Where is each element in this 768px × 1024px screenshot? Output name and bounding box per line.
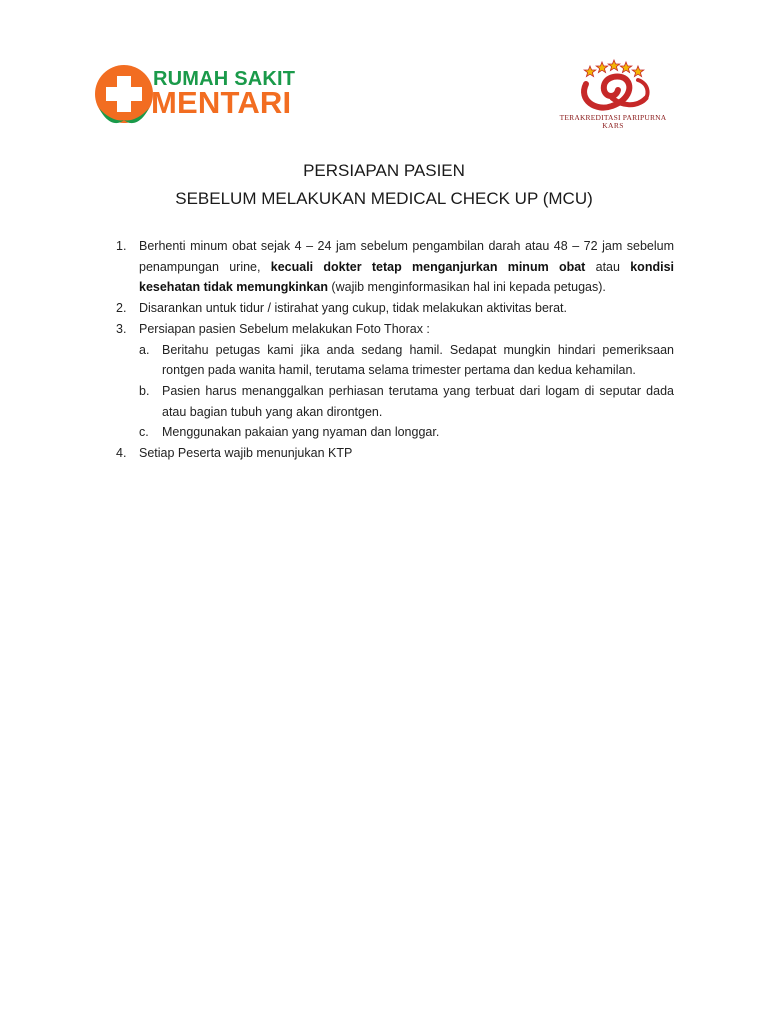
accreditation-logo xyxy=(552,58,674,132)
instruction-list xyxy=(116,236,674,464)
list-number: 4. xyxy=(116,446,127,461)
hospital-logo xyxy=(95,64,295,128)
sub-list xyxy=(116,340,674,444)
sub-list-text: Menggunakan pakaian yang nyaman dan longgar. xyxy=(162,425,440,440)
accreditation-seal-icon xyxy=(552,58,674,114)
list-text: Berhenti minum obat sejak 4 – 24 jam sebelum pengambilan darah atau 48 – 72 jam sebelum penampungan urine, xyxy=(139,239,674,274)
list-text: (wajib menginformasikan hal ini kepada petugas). xyxy=(327,280,606,295)
emphasis-text: kondisi kesehatan tidak memungkinkan xyxy=(139,259,674,295)
sub-list-letter: a. xyxy=(139,342,150,357)
list-text: Persiapan pasien Sebelum melakukan Foto Thorax : xyxy=(139,321,430,336)
list-item-1 xyxy=(116,236,674,298)
brand-name-top: RUMAH SAKIT xyxy=(153,68,296,90)
sub-list-item-b xyxy=(116,381,674,422)
list-item-3 xyxy=(116,319,674,340)
list-item-4 xyxy=(116,443,674,464)
brand-name-bottom: MENTARI xyxy=(151,85,292,120)
list-text: atau xyxy=(585,259,631,274)
list-text: Disarankan untuk tidur / istirahat yang cukup, tidak melakukan aktivitas berat. xyxy=(139,301,567,316)
list-number: 2. xyxy=(116,301,127,316)
list-text: Setiap Peserta wajib menunjukan KTP xyxy=(139,446,353,461)
list-number: 1. xyxy=(116,239,127,253)
sub-list-letter: b. xyxy=(139,383,150,398)
sub-list-text: Beritahu petugas kami jika anda sedang hamil. Sedapat mungkin hindari pemeriksaan rontgen pada wanita hamil, terutama selama trimester pertama dan kedua kehamilan. xyxy=(162,342,674,378)
accreditation-body-text: KARS xyxy=(602,121,624,130)
sub-list-text: Pasien harus menanggalkan perhiasan terutama yang terbuat dari logam di seputar dada atau bagian tubuh yang akan dirontgen. xyxy=(162,383,674,419)
hospital-cross-icon xyxy=(95,64,155,128)
emphasis-text: kecuali dokter tetap menganjurkan minum obat xyxy=(270,259,586,274)
accreditation-text: TERAKREDITASI PARIPURNA xyxy=(559,113,667,122)
page-title: PERSIAPAN PASIEN xyxy=(303,161,465,180)
sub-list-item-a xyxy=(116,340,674,381)
page-subtitle: SEBELUM MELAKUKAN MEDICAL CHECK UP (MCU) xyxy=(175,189,593,208)
list-item-2 xyxy=(116,298,674,319)
sub-list-item-c xyxy=(116,422,674,443)
list-number: 3. xyxy=(116,321,127,336)
sub-list-letter: c. xyxy=(139,425,149,440)
